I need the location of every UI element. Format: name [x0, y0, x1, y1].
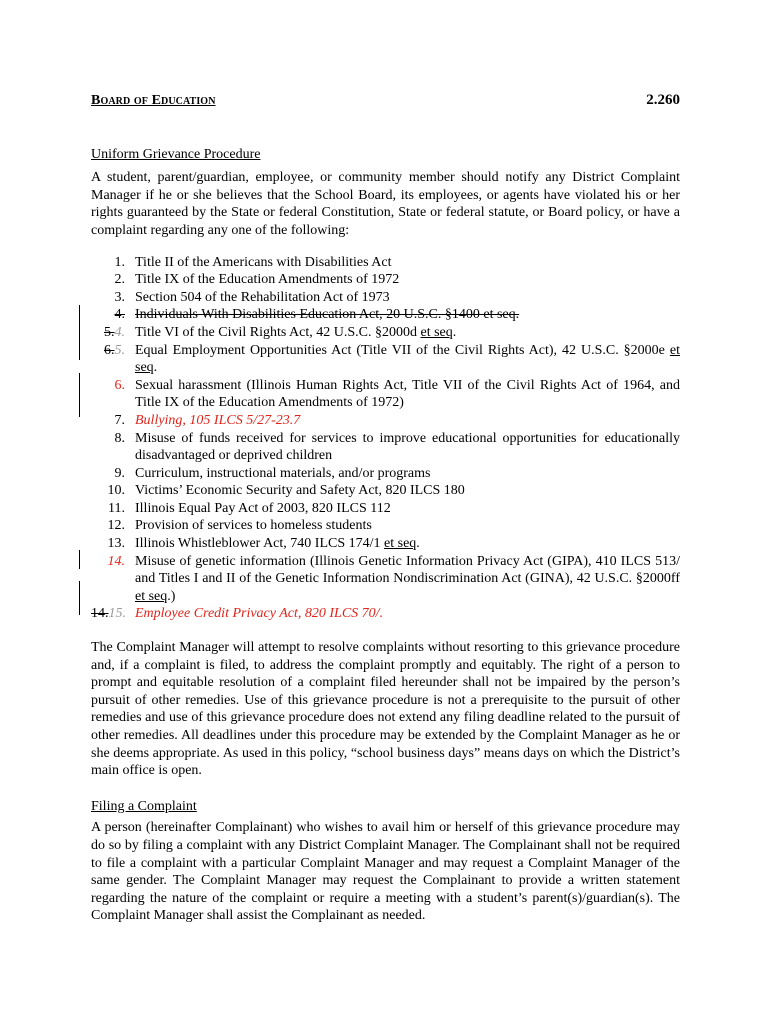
revision-bar	[79, 373, 80, 417]
intro-paragraph: A student, parent/guardian, employee, or community member should notify any District Complaint Manager if he or she believes that the School Board, its employees, or agents have violated his or her rights guaranteed by the State or federal Constitution, State or federal statute, or Board policy, or have a complaint regarding any one of the following:	[91, 170, 680, 238]
list-item-text: Victims’ Economic Security and Safety Act, 820 ILCS 180	[135, 483, 465, 499]
list-item-text: Sexual harassment (Illinois Human Rights Act, Title VII of the Civil Rights Act of 1964, and Title IX of the Education Amendments of 1972)	[135, 377, 680, 411]
list-item-text: Individuals With Disabilities Education Act, 20 U.S.C. §1400 et seq.	[135, 307, 520, 323]
list-item-text: Section 504 of the Rehabilitation Act of 1973	[135, 289, 390, 305]
revision-bar	[79, 581, 80, 615]
list-item-text: Title IX of the Education Amendments of 1972	[135, 272, 400, 288]
text-part: Misuse of genetic information (Illinois Genetic Information Privacy Act (GIPA), 410 ILCS 513/ and Titles I and II of the Genetic Information Nondiscrimination Act (GINA), 42 U.S.C. §2000ff	[135, 553, 680, 587]
new-number: 4.	[114, 324, 125, 340]
list-item	[91, 254, 680, 272]
list-item	[91, 271, 680, 289]
list-item-text: Provision of services to homeless students	[135, 518, 372, 534]
list-item	[91, 430, 680, 465]
list-item	[91, 517, 680, 535]
text-underlined: et seq	[420, 324, 453, 340]
list-item-number: 8.	[114, 430, 125, 446]
list-item	[91, 500, 680, 518]
list-item-text	[135, 325, 456, 340]
list-item-text	[135, 536, 420, 551]
document-page	[91, 92, 680, 925]
list-item	[91, 482, 680, 500]
revision-bar	[79, 550, 80, 569]
text-part: .	[153, 360, 158, 376]
new-number: 15.	[108, 606, 126, 622]
list-item-number: 12.	[107, 518, 125, 534]
filing-complaint-heading: Filing a Complaint	[91, 798, 197, 814]
complaint-manager-paragraph: The Complaint Manager will attempt to resolve complaints without resorting to this grievance procedure and, if a complaint is filed, to address the complaint promptly and equitably. The right of a person to prompt and equitable resolution of a complaint filed hereunder shall not be impaired by the person’s pursuit of other remedies. Use of this grievance procedure is not a prerequisite to the pursuit of other remedies and use of this grievance procedure does not extend any filing deadline related to the pursuit of other remedies. All deadlines under this procedure may be extended by the Complaint Manager as he or she deems appropriate. As used in this policy, “school business days” means days on which the District’s main office is open.	[91, 640, 680, 779]
list-item	[91, 465, 680, 483]
new-number: 5.	[114, 342, 125, 358]
list-item-text: Bullying, 105 ILCS 5/27-23.7	[135, 412, 301, 428]
list-item-deleted	[91, 306, 680, 324]
text-part: Equal Employment Opportunities Act (Title VII of the Civil Rights Act), 42 U.S.C. §2000e	[135, 342, 670, 358]
text-underlined: et seq	[384, 536, 417, 552]
list-item-text: Misuse of funds received for services to improve educational opportunities for educationally disadvantaged or deprived children	[135, 430, 680, 464]
list-item-number: 2.	[114, 272, 125, 288]
text-part: .	[416, 536, 420, 552]
text-part: Title VI of the Civil Rights Act, 42 U.S.C. §2000d	[135, 324, 421, 340]
list-item-text	[135, 343, 680, 376]
list-item-number: 11.	[108, 500, 125, 516]
list-item	[91, 342, 680, 377]
list-item	[91, 377, 680, 412]
text-underlined: et seq	[135, 588, 168, 604]
list-item-number: 10.	[107, 483, 125, 499]
list-item-number	[91, 342, 125, 360]
text-part: Illinois Whistleblower Act, 740 ILCS 174/1	[135, 536, 385, 552]
list-item-text: Illinois Equal Pay Act of 2003, 820 ILCS 112	[135, 500, 391, 516]
list-item-number: 6.	[114, 377, 125, 393]
old-number: 14.	[91, 606, 109, 622]
list-item	[91, 535, 680, 553]
complaint-categories-list	[91, 254, 680, 623]
list-item	[91, 412, 680, 430]
list-item	[91, 289, 680, 307]
policy-number: 2.260	[646, 92, 680, 108]
filing-complaint-paragraph: A person (hereinafter Complainant) who wishes to avail him or herself of this grievance procedure may do so by filing a complaint with any District Complaint Manager. The Complainant shall not be required to file a complaint with a particular Complaint Manager and may request a Complaint Manager of the same gender. The Complaint Manager may request the Complainant to provide a written statement regarding the nature of the complaint or require a meeting with a student’s parent(s)/guardian(s). The Complaint Manager shall assist the Complainant as needed.	[91, 820, 680, 924]
list-item-text: Employee Credit Privacy Act, 820 ILCS 70/.	[135, 606, 384, 622]
revision-bar	[79, 341, 80, 360]
list-item-text: Title II of the Americans with Disabilities Act	[135, 254, 392, 270]
document-header	[91, 92, 680, 110]
list-item-number: 3.	[114, 289, 125, 305]
board-of-education-heading: Board of Education	[91, 93, 216, 108]
old-number: 6.	[104, 342, 115, 358]
list-item-number	[91, 605, 125, 623]
list-item-number: 4.	[114, 307, 125, 323]
policy-title: Uniform Grievance Procedure	[91, 146, 261, 162]
old-number: 5.	[104, 324, 115, 340]
text-underlined: et seq	[135, 342, 680, 376]
list-item	[91, 324, 680, 342]
list-item-number	[91, 324, 125, 342]
list-item-number: 9.	[114, 465, 125, 481]
list-item-text: Curriculum, instructional materials, and/or programs	[135, 465, 431, 481]
list-item-number: 14.	[107, 553, 125, 569]
text-part: .)	[167, 588, 176, 604]
revision-bar	[79, 305, 80, 343]
list-item-number: 1.	[114, 254, 125, 270]
list-item	[91, 605, 680, 623]
list-item	[91, 553, 680, 606]
list-item-number: 13.	[107, 536, 125, 552]
list-item-text	[135, 554, 680, 604]
list-item-number: 7.	[114, 412, 125, 428]
text-part: .	[452, 324, 457, 340]
